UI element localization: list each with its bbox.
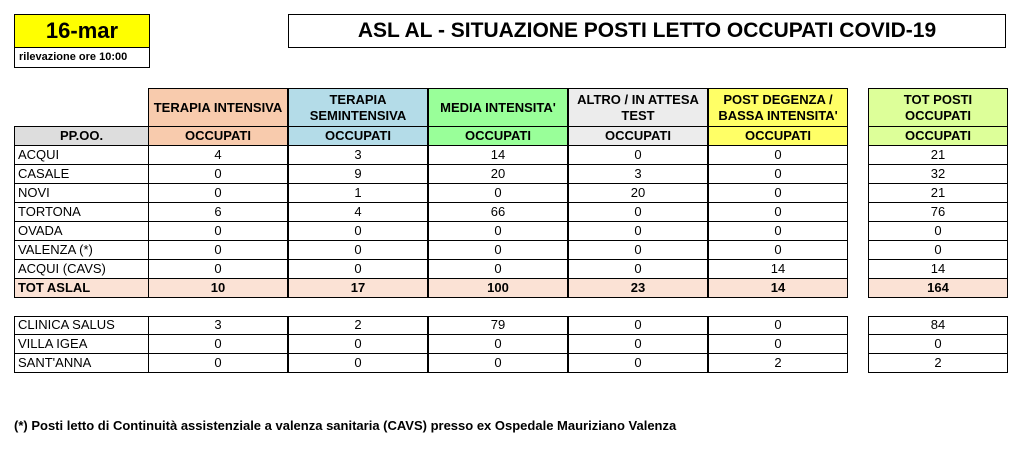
table-cell: 0 bbox=[148, 354, 288, 373]
table-cell: 0 bbox=[868, 335, 1008, 354]
row-label: TORTONA bbox=[14, 203, 148, 222]
table-cell: 100 bbox=[428, 279, 568, 298]
table-cell: 0 bbox=[568, 354, 708, 373]
table-cell: 66 bbox=[428, 203, 568, 222]
column-subheader: OCCUPATI bbox=[708, 126, 848, 146]
column-header: MEDIA INTENSITA' bbox=[428, 88, 568, 126]
column-subheader: OCCUPATI bbox=[868, 126, 1008, 146]
column-subheader: OCCUPATI bbox=[568, 126, 708, 146]
table-cell: 164 bbox=[868, 279, 1008, 298]
row-label: VILLA IGEA bbox=[14, 335, 148, 354]
table-cell: 0 bbox=[568, 203, 708, 222]
table-cell: 0 bbox=[708, 241, 848, 260]
table-cell: 0 bbox=[288, 260, 428, 279]
table-cell: 0 bbox=[428, 184, 568, 203]
table-cell: 3 bbox=[148, 316, 288, 335]
table-cell: 0 bbox=[568, 146, 708, 165]
table-cell: 0 bbox=[148, 335, 288, 354]
table-cell: 0 bbox=[568, 335, 708, 354]
column-header: TERAPIA SEMINTENSIVA bbox=[288, 88, 428, 126]
date-label: 16-mar bbox=[45, 18, 119, 43]
table-cell: 4 bbox=[148, 146, 288, 165]
table-cell: 6 bbox=[148, 203, 288, 222]
table-cell: 23 bbox=[568, 279, 708, 298]
table-cell: 14 bbox=[428, 146, 568, 165]
table-cell: 0 bbox=[288, 335, 428, 354]
table-cell: 0 bbox=[428, 222, 568, 241]
row-label: NOVI bbox=[14, 184, 148, 203]
table-cell: 0 bbox=[148, 241, 288, 260]
table-cell: 10 bbox=[148, 279, 288, 298]
table-cell: 0 bbox=[708, 146, 848, 165]
table-cell: 3 bbox=[568, 165, 708, 184]
rilevazione-time: rilevazione ore 10:00 bbox=[14, 48, 150, 68]
row-header-label: PP.OO. bbox=[14, 126, 148, 146]
table-cell: 14 bbox=[868, 260, 1008, 279]
table-cell: 0 bbox=[148, 222, 288, 241]
table-cell: 0 bbox=[148, 260, 288, 279]
column-subheader: OCCUPATI bbox=[148, 126, 288, 146]
table-cell: 0 bbox=[708, 222, 848, 241]
table-cell: 0 bbox=[148, 165, 288, 184]
table-cell: 0 bbox=[708, 184, 848, 203]
table-cell: 0 bbox=[868, 222, 1008, 241]
table-cell: 14 bbox=[708, 279, 848, 298]
page-title-text: ASL AL - SITUAZIONE POSTI LETTO OCCUPATI COVID-19 bbox=[357, 19, 937, 42]
table-cell: 3 bbox=[288, 146, 428, 165]
row-label: TOT ASLAL bbox=[14, 279, 148, 298]
row-label: ACQUI bbox=[14, 146, 148, 165]
row-label: CLINICA SALUS bbox=[14, 316, 148, 335]
footnote: (*) Posti letto di Continuità assistenziale a valenza sanitaria (CAVS) presso ex Ospedale Mauriziano Valenza bbox=[14, 418, 677, 433]
table-cell: 0 bbox=[568, 260, 708, 279]
table-cell: 0 bbox=[708, 165, 848, 184]
table-cell: 79 bbox=[428, 316, 568, 335]
row-label: VALENZA (*) bbox=[14, 241, 148, 260]
table-cell: 0 bbox=[868, 241, 1008, 260]
table-cell: 0 bbox=[288, 222, 428, 241]
table-cell: 0 bbox=[568, 316, 708, 335]
table-cell: 2 bbox=[288, 316, 428, 335]
column-header: POST DEGENZA / BASSA INTENSITA' bbox=[708, 88, 848, 126]
row-label: ACQUI (CAVS) bbox=[14, 260, 148, 279]
column-subheader: OCCUPATI bbox=[428, 126, 568, 146]
row-label: OVADA bbox=[14, 222, 148, 241]
table-cell: 76 bbox=[868, 203, 1008, 222]
table-cell: 1 bbox=[288, 184, 428, 203]
table-cell: 17 bbox=[288, 279, 428, 298]
table-cell: 0 bbox=[428, 241, 568, 260]
table-cell: 20 bbox=[428, 165, 568, 184]
row-label: SANT'ANNA bbox=[14, 354, 148, 373]
table-cell: 2 bbox=[868, 354, 1008, 373]
table-cell: 14 bbox=[708, 260, 848, 279]
column-header: TOT POSTI OCCUPATI bbox=[868, 88, 1008, 126]
table-cell: 0 bbox=[428, 354, 568, 373]
table-cell: 0 bbox=[428, 260, 568, 279]
table-cell: 0 bbox=[708, 203, 848, 222]
table-cell: 0 bbox=[568, 222, 708, 241]
table-cell: 4 bbox=[288, 203, 428, 222]
table-cell: 0 bbox=[568, 241, 708, 260]
date-box bbox=[14, 14, 150, 48]
column-subheader: OCCUPATI bbox=[288, 126, 428, 146]
table-cell: 9 bbox=[288, 165, 428, 184]
table-cell: 21 bbox=[868, 184, 1008, 203]
table-cell: 21 bbox=[868, 146, 1008, 165]
table-cell: 0 bbox=[708, 316, 848, 335]
table-cell: 20 bbox=[568, 184, 708, 203]
table-cell: 0 bbox=[428, 335, 568, 354]
row-label: CASALE bbox=[14, 165, 148, 184]
table-cell: 0 bbox=[148, 184, 288, 203]
table-cell: 32 bbox=[868, 165, 1008, 184]
page-title bbox=[288, 14, 1006, 48]
table-cell: 2 bbox=[708, 354, 848, 373]
table-cell: 84 bbox=[868, 316, 1008, 335]
column-header: ALTRO / IN ATTESA TEST bbox=[568, 88, 708, 126]
clinics-top-border bbox=[14, 316, 848, 317]
column-header: TERAPIA INTENSIVA bbox=[148, 88, 288, 126]
table-cell: 0 bbox=[708, 335, 848, 354]
table-cell: 0 bbox=[288, 241, 428, 260]
table-cell: 0 bbox=[288, 354, 428, 373]
clinics-top-border-tot bbox=[868, 316, 1008, 317]
